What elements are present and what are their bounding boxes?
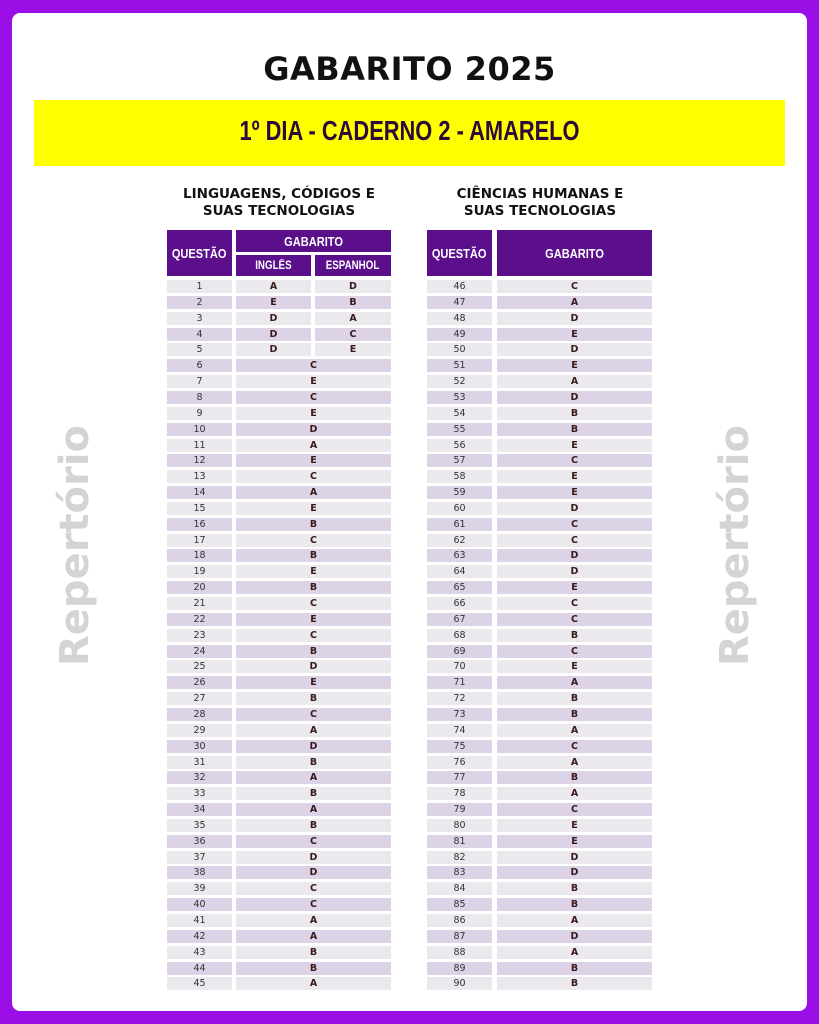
table-row-answer: B bbox=[236, 819, 391, 832]
table-row-answer: E bbox=[236, 454, 391, 467]
table-row-answer: D bbox=[236, 660, 391, 673]
table-row-question: 75 bbox=[427, 740, 492, 753]
table-row-question: 80 bbox=[427, 819, 492, 832]
table-row-question: 57 bbox=[427, 454, 492, 467]
table-row-answer: C bbox=[497, 454, 652, 467]
table-row-question: 64 bbox=[427, 565, 492, 578]
table-row-answer: A bbox=[497, 724, 652, 737]
table-row-answer: C bbox=[497, 740, 652, 753]
answer-espanhol: B bbox=[315, 296, 391, 309]
table-row-answer: A bbox=[497, 946, 652, 959]
table-row-answer: D bbox=[497, 851, 652, 864]
table-row-answer: B bbox=[497, 423, 652, 436]
answer-espanhol: C bbox=[315, 328, 391, 341]
table-row-question: 8 bbox=[167, 391, 232, 404]
table-row-question: 36 bbox=[167, 835, 232, 848]
table-row-question: 30 bbox=[167, 740, 232, 753]
table-row-answer: B bbox=[236, 946, 391, 959]
table-row-answer: E bbox=[497, 359, 652, 372]
table-row-answer: B bbox=[236, 518, 391, 531]
table-row-question: 70 bbox=[427, 660, 492, 673]
table-row-answer: E bbox=[497, 470, 652, 483]
answer-ingles: D bbox=[236, 343, 311, 356]
table-row-answer: D bbox=[497, 866, 652, 879]
table-row-question: 59 bbox=[427, 486, 492, 499]
table-row-question: 16 bbox=[167, 518, 232, 531]
table-row-answer: B bbox=[236, 756, 391, 769]
left-header-espanhol: ESPANHOL bbox=[315, 255, 391, 276]
table-row-answer: E bbox=[236, 676, 391, 689]
table-row-question: 49 bbox=[427, 328, 492, 341]
table-row-question: 35 bbox=[167, 819, 232, 832]
table-row-answer: C bbox=[236, 629, 391, 642]
table-row-question: 19 bbox=[167, 565, 232, 578]
answer-ingles: D bbox=[236, 328, 311, 341]
table-row-answer: D bbox=[236, 851, 391, 864]
table-row-question: 60 bbox=[427, 502, 492, 515]
table-row-answer: A bbox=[497, 375, 652, 388]
left-header-questao: QUESTÃO bbox=[167, 230, 232, 276]
table-row-question: 50 bbox=[427, 343, 492, 356]
table-row-answer: C bbox=[236, 470, 391, 483]
table-row-answer: A bbox=[236, 977, 391, 990]
table-row-answer: D bbox=[497, 930, 652, 943]
table-row-question: 39 bbox=[167, 882, 232, 895]
table-row-answer: C bbox=[497, 597, 652, 610]
table-row-answer: A bbox=[497, 756, 652, 769]
table-row-answer: C bbox=[236, 898, 391, 911]
table-row-question: 90 bbox=[427, 977, 492, 990]
table-row-answer: D bbox=[236, 866, 391, 879]
table-row-answer: D bbox=[236, 423, 391, 436]
table-row-question: 67 bbox=[427, 613, 492, 626]
table-row-question: 47 bbox=[427, 296, 492, 309]
table-row-question: 1 bbox=[167, 280, 232, 293]
table-row-answer: A bbox=[497, 787, 652, 800]
table-row-question: 13 bbox=[167, 470, 232, 483]
table-row-question: 3 bbox=[167, 312, 232, 325]
table-row-question: 27 bbox=[167, 692, 232, 705]
table-row-answer: A bbox=[497, 296, 652, 309]
table-row-answer: B bbox=[236, 645, 391, 658]
table-row-question: 82 bbox=[427, 851, 492, 864]
watermark-left: Repertório bbox=[52, 425, 98, 666]
table-row-answer: D bbox=[497, 391, 652, 404]
table-row-question: 9 bbox=[167, 407, 232, 420]
table-row-question: 69 bbox=[427, 645, 492, 658]
table-row-answer: C bbox=[236, 597, 391, 610]
table-row-question: 76 bbox=[427, 756, 492, 769]
table-row-question: 32 bbox=[167, 771, 232, 784]
table-row-question: 68 bbox=[427, 629, 492, 642]
table-row-answer: E bbox=[497, 660, 652, 673]
table-row-answer: C bbox=[497, 803, 652, 816]
table-row-answer: D bbox=[497, 549, 652, 562]
table-row-answer: C bbox=[497, 280, 652, 293]
table-row-answer: E bbox=[497, 328, 652, 341]
answer-ingles: A bbox=[236, 280, 311, 293]
table-row-question: 72 bbox=[427, 692, 492, 705]
table-row-question: 6 bbox=[167, 359, 232, 372]
table-row-answer: D bbox=[497, 502, 652, 515]
left-header-ingles: INGLÊS bbox=[236, 255, 311, 276]
subtitle-banner bbox=[34, 100, 785, 166]
table-row-question: 40 bbox=[167, 898, 232, 911]
table-row-question: 84 bbox=[427, 882, 492, 895]
table-row-question: 86 bbox=[427, 914, 492, 927]
table-row-question: 25 bbox=[167, 660, 232, 673]
right-section-title-line2: SUAS TECNOLOGIAS bbox=[463, 203, 617, 219]
table-row-question: 58 bbox=[427, 470, 492, 483]
table-row-question: 54 bbox=[427, 407, 492, 420]
table-row-question: 4 bbox=[167, 328, 232, 341]
table-row-question: 55 bbox=[427, 423, 492, 436]
left-section-title bbox=[160, 186, 398, 220]
table-row-question: 7 bbox=[167, 375, 232, 388]
table-row-answer: A bbox=[497, 676, 652, 689]
table-row-question: 53 bbox=[427, 391, 492, 404]
table-row-answer: B bbox=[497, 771, 652, 784]
table-row-question: 45 bbox=[167, 977, 232, 990]
table-row-question: 29 bbox=[167, 724, 232, 737]
answer-espanhol: A bbox=[315, 312, 391, 325]
left-header-gabarito: GABARITO bbox=[236, 230, 391, 252]
table-row-question: 12 bbox=[167, 454, 232, 467]
table-row-answer: C bbox=[236, 534, 391, 547]
table-row-answer: B bbox=[497, 882, 652, 895]
table-row-question: 24 bbox=[167, 645, 232, 658]
table-row-answer: C bbox=[497, 518, 652, 531]
table-row-question: 71 bbox=[427, 676, 492, 689]
table-row-question: 74 bbox=[427, 724, 492, 737]
table-row-answer: E bbox=[497, 439, 652, 452]
table-row-question: 11 bbox=[167, 439, 232, 452]
table-row-answer: A bbox=[236, 439, 391, 452]
table-row-answer: A bbox=[236, 771, 391, 784]
table-row-question: 78 bbox=[427, 787, 492, 800]
table-row-answer: B bbox=[236, 692, 391, 705]
table-row-question: 37 bbox=[167, 851, 232, 864]
right-section-title-line1: CIÊNCIAS HUMANAS E bbox=[456, 186, 624, 202]
table-row-question: 65 bbox=[427, 581, 492, 594]
table-row-answer: B bbox=[236, 549, 391, 562]
table-row-question: 22 bbox=[167, 613, 232, 626]
left-section-title-line2: SUAS TECNOLOGIAS bbox=[202, 203, 356, 219]
table-row-answer: B bbox=[236, 962, 391, 975]
table-row-question: 83 bbox=[427, 866, 492, 879]
left-section-title-line1: LINGUAGENS, CÓDIGOS E bbox=[183, 186, 375, 202]
table-row-question: 10 bbox=[167, 423, 232, 436]
table-row-question: 38 bbox=[167, 866, 232, 879]
table-row-answer: B bbox=[497, 962, 652, 975]
table-row-answer: B bbox=[497, 629, 652, 642]
table-row-answer: E bbox=[497, 486, 652, 499]
table-row-question: 73 bbox=[427, 708, 492, 721]
table-row-answer: A bbox=[497, 914, 652, 927]
table-row-question: 26 bbox=[167, 676, 232, 689]
table-row-answer: E bbox=[236, 407, 391, 420]
table-row-answer: B bbox=[497, 898, 652, 911]
table-row-answer: B bbox=[236, 581, 391, 594]
answer-espanhol: E bbox=[315, 343, 391, 356]
table-row-answer: D bbox=[236, 740, 391, 753]
table-row-question: 44 bbox=[167, 962, 232, 975]
table-row-question: 14 bbox=[167, 486, 232, 499]
answer-espanhol: D bbox=[315, 280, 391, 293]
table-row-answer: B bbox=[497, 692, 652, 705]
table-row-answer: C bbox=[497, 613, 652, 626]
table-row-question: 79 bbox=[427, 803, 492, 816]
table-row-answer: C bbox=[236, 708, 391, 721]
table-row-answer: E bbox=[236, 502, 391, 515]
table-row-answer: B bbox=[497, 407, 652, 420]
table-row-answer: C bbox=[497, 645, 652, 658]
table-row-question: 85 bbox=[427, 898, 492, 911]
table-row-question: 18 bbox=[167, 549, 232, 562]
table-row-question: 33 bbox=[167, 787, 232, 800]
table-row-question: 15 bbox=[167, 502, 232, 515]
table-row-question: 21 bbox=[167, 597, 232, 610]
table-row-question: 46 bbox=[427, 280, 492, 293]
table-row-question: 23 bbox=[167, 629, 232, 642]
table-row-question: 20 bbox=[167, 581, 232, 594]
table-row-question: 2 bbox=[167, 296, 232, 309]
table-row-answer: E bbox=[497, 819, 652, 832]
right-header-questao: QUESTÃO bbox=[427, 230, 492, 276]
page-title: GABARITO 2025 bbox=[263, 50, 556, 88]
table-row-question: 77 bbox=[427, 771, 492, 784]
table-row-answer: A bbox=[236, 803, 391, 816]
table-row-answer: A bbox=[236, 930, 391, 943]
table-row-answer: E bbox=[497, 835, 652, 848]
table-row-question: 5 bbox=[167, 343, 232, 356]
table-row-question: 87 bbox=[427, 930, 492, 943]
table-row-question: 56 bbox=[427, 439, 492, 452]
table-row-question: 89 bbox=[427, 962, 492, 975]
table-row-question: 62 bbox=[427, 534, 492, 547]
right-section-title bbox=[425, 186, 655, 220]
table-row-answer: D bbox=[497, 343, 652, 356]
table-row-question: 42 bbox=[167, 930, 232, 943]
table-row-answer: A bbox=[236, 724, 391, 737]
table-row-answer: C bbox=[236, 391, 391, 404]
watermark-right: Repertório bbox=[712, 425, 758, 666]
table-row-question: 52 bbox=[427, 375, 492, 388]
table-row-question: 43 bbox=[167, 946, 232, 959]
table-row-answer: E bbox=[236, 565, 391, 578]
table-row-answer: A bbox=[236, 914, 391, 927]
table-row-answer: C bbox=[236, 359, 391, 372]
table-row-question: 63 bbox=[427, 549, 492, 562]
table-row-answer: C bbox=[236, 882, 391, 895]
table-row-answer: D bbox=[497, 312, 652, 325]
table-row-question: 41 bbox=[167, 914, 232, 927]
table-row-question: 31 bbox=[167, 756, 232, 769]
subtitle-text: 1º DIA - CADERNO 2 - AMARELO bbox=[239, 115, 580, 146]
table-row-question: 48 bbox=[427, 312, 492, 325]
table-row-question: 66 bbox=[427, 597, 492, 610]
table-row-answer: C bbox=[497, 534, 652, 547]
table-row-answer: B bbox=[236, 787, 391, 800]
table-row-answer: B bbox=[497, 977, 652, 990]
table-row-question: 88 bbox=[427, 946, 492, 959]
table-row-question: 61 bbox=[427, 518, 492, 531]
table-row-question: 51 bbox=[427, 359, 492, 372]
table-row-question: 34 bbox=[167, 803, 232, 816]
table-row-answer: E bbox=[236, 375, 391, 388]
answer-ingles: E bbox=[236, 296, 311, 309]
table-row-answer: C bbox=[236, 835, 391, 848]
table-row-answer: E bbox=[497, 581, 652, 594]
answer-ingles: D bbox=[236, 312, 311, 325]
table-row-question: 81 bbox=[427, 835, 492, 848]
table-row-answer: E bbox=[236, 613, 391, 626]
table-row-answer: D bbox=[497, 565, 652, 578]
table-row-question: 17 bbox=[167, 534, 232, 547]
table-row-answer: A bbox=[236, 486, 391, 499]
table-row-question: 28 bbox=[167, 708, 232, 721]
right-header-gabarito: GABARITO bbox=[497, 230, 652, 276]
table-row-answer: B bbox=[497, 708, 652, 721]
